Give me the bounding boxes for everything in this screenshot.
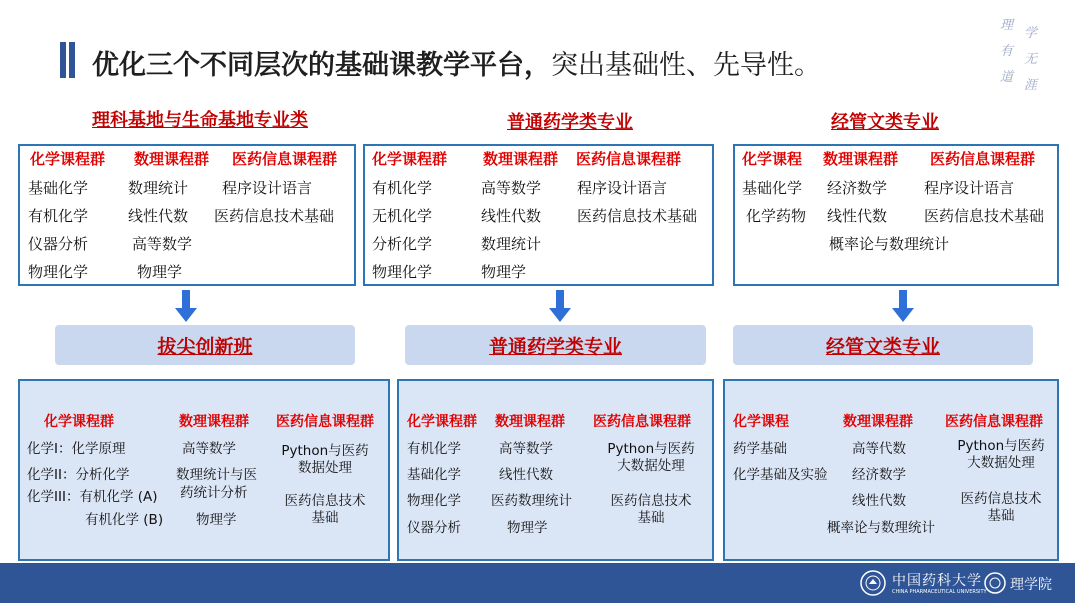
upper-box-3 — [733, 144, 1059, 286]
banner-2: 普通药学类专业 — [405, 325, 706, 365]
course-item: 医药信息技术 — [610, 493, 692, 509]
course-item: 物理化学 — [407, 493, 461, 509]
course-item: 高等数学 — [481, 179, 542, 197]
group-label: 医药信息课程群 — [593, 414, 691, 430]
course-item: 基础 — [311, 510, 339, 526]
lower-box-2 — [397, 379, 714, 561]
course-item: 物理学 — [196, 512, 237, 528]
school-seal-icon — [984, 572, 1006, 594]
course-item: 医药信息技术基础 — [214, 207, 335, 225]
course-item: 化学II：分析化学 — [27, 467, 130, 483]
course-item: 线性代数 — [128, 207, 189, 225]
course-item: 线性代数 — [499, 467, 553, 483]
course-item: 医药信息技术基础 — [577, 207, 698, 225]
column-heading-3: 经管文类专业 — [831, 112, 939, 133]
university-name: 中国药科大学 — [892, 573, 982, 589]
university-seal-icon — [860, 570, 886, 596]
group-label: 数理课程群 — [823, 150, 899, 168]
group-label: 数理课程群 — [843, 414, 913, 430]
course-item: Python与医药 — [957, 438, 1045, 454]
course-item: 化学药物 — [746, 207, 807, 225]
slide-title-main: 优化三个不同层次的基础课教学平台， — [92, 50, 551, 81]
course-item: 化学III：有机化学 (A) — [27, 489, 158, 505]
course-item: 基础化学 — [28, 179, 89, 197]
course-item: 线性代数 — [481, 207, 542, 225]
course-item: 高等数学 — [132, 235, 193, 253]
group-label: 化学课程群 — [44, 414, 114, 430]
group-label: 医药信息课程群 — [945, 414, 1043, 430]
group-label: 医药信息课程群 — [576, 150, 682, 168]
course-item: 概率论与数理统计 — [827, 520, 935, 536]
footer-bar — [0, 563, 1075, 603]
upper-box-2 — [363, 144, 714, 286]
upper-box-1 — [18, 144, 356, 286]
lower-box-3 — [723, 379, 1059, 561]
course-item: 程序设计语言 — [577, 179, 668, 197]
group-label: 数理课程群 — [483, 150, 559, 168]
banner-1: 拔尖创新班 — [55, 325, 355, 365]
course-item: 数据处理 — [298, 460, 352, 476]
course-item: 数理统计 — [481, 235, 542, 253]
course-item: 大数据处理 — [967, 455, 1035, 471]
course-item: 数理统计与医 — [176, 467, 257, 483]
course-item: 有机化学 — [407, 441, 461, 457]
down-arrow-icon — [549, 290, 571, 322]
course-item: 化学I：化学原理 — [27, 441, 126, 457]
course-item: 程序设计语言 — [924, 179, 1015, 197]
group-chem: 化学课程群 — [30, 150, 106, 168]
course-item: 基础 — [637, 510, 665, 526]
group-label: 化学课程 — [733, 414, 789, 430]
group-label: 化学课程 — [742, 150, 803, 168]
group-label: 化学课程群 — [407, 414, 477, 430]
course-item: 有机化学 — [28, 207, 89, 225]
course-item: 有机化学 — [372, 179, 433, 197]
course-item: 数理统计 — [128, 179, 189, 197]
course-item: 高等代数 — [852, 441, 906, 457]
course-item: 高等数学 — [182, 441, 236, 457]
course-item: 有机化学 (B) — [85, 512, 164, 528]
course-item: 物理学 — [507, 520, 548, 536]
group-info: 医药信息课程群 — [232, 150, 338, 168]
course-item: 经济数学 — [852, 467, 906, 483]
course-item: 物理学 — [137, 263, 183, 281]
course-item: 仪器分析 — [28, 235, 89, 253]
group-math: 数理课程群 — [134, 150, 210, 168]
course-item: 无机化学 — [372, 207, 433, 225]
column-heading-2: 普通药学类专业 — [507, 112, 633, 133]
course-item: 高等数学 — [499, 441, 553, 457]
slide-title-tail: 突出基础性、先导性。 — [551, 50, 821, 81]
course-item: 物理化学 — [372, 263, 433, 281]
course-item: 分析化学 — [372, 235, 433, 253]
group-label: 医药信息课程群 — [930, 150, 1036, 168]
university-name-en: CHINA PHARMACEUTICAL UNIVERSITY — [892, 589, 987, 595]
course-item: 物理学 — [481, 263, 527, 281]
lower-box-1 — [18, 379, 390, 561]
course-item: 医药信息技术 — [284, 493, 366, 509]
course-item: 基础化学 — [407, 467, 461, 483]
group-label: 数理课程群 — [495, 414, 565, 430]
school-name: 理学院 — [1010, 577, 1052, 593]
course-item: 仪器分析 — [407, 520, 461, 536]
course-item: Python与医药 — [607, 441, 695, 457]
course-item: 概率论与数理统计 — [829, 235, 950, 253]
course-item: 物理化学 — [28, 263, 89, 281]
course-item: 线性代数 — [852, 493, 906, 509]
banner-3: 经管文类专业 — [733, 325, 1033, 365]
column-heading-1: 理科基地与生命基地专业类 — [92, 110, 308, 131]
course-item: 医药信息技术 — [960, 491, 1042, 507]
course-item: 大数据处理 — [617, 458, 685, 474]
course-item: Python与医药 — [281, 443, 369, 459]
course-item: 药统计分析 — [180, 485, 248, 501]
course-item: 线性代数 — [827, 207, 888, 225]
course-item: 化学基础及实验 — [733, 467, 828, 483]
group-label: 数理课程群 — [179, 414, 249, 430]
course-item: 基础化学 — [742, 179, 803, 197]
group-label: 化学课程群 — [372, 150, 448, 168]
course-item: 医药信息技术基础 — [924, 207, 1045, 225]
course-item: 经济数学 — [827, 179, 888, 197]
group-label: 医药信息课程群 — [276, 414, 374, 430]
course-item: 医药数理统计 — [491, 493, 572, 509]
motto-calligraphy: 理 学 有 无 道 涯 — [1000, 18, 1038, 93]
title-accent-bars — [60, 42, 84, 78]
down-arrow-icon — [175, 290, 197, 322]
course-item: 程序设计语言 — [222, 179, 313, 197]
course-item: 基础 — [987, 508, 1015, 524]
slide-title — [92, 43, 821, 82]
down-arrow-icon — [892, 290, 914, 322]
course-item: 药学基础 — [733, 441, 787, 457]
